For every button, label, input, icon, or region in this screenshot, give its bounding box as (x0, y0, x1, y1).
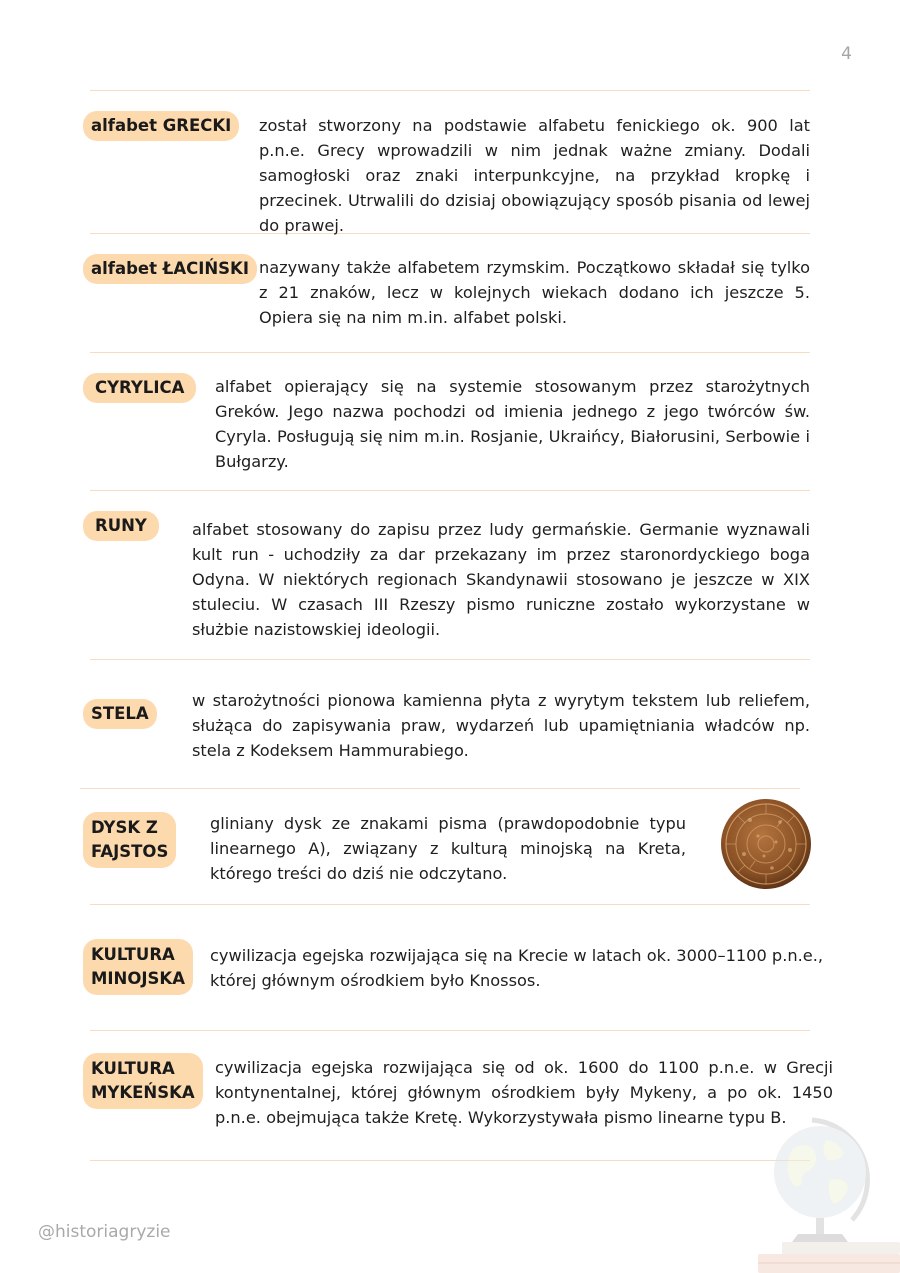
term-label-line: KULTURA (91, 1059, 175, 1078)
description-line: której głównym ośrodkiem było Knossos. (210, 971, 541, 990)
footer-handle: @historiagryzie (38, 1222, 171, 1242)
page-number: 4 (841, 44, 852, 64)
term-description-alfabet-lacinski: nazywany także alfabetem rzymskim. Początkowo składał się tylko z 21 znaków, lecz w kolejnych wiekach dodano ich jeszcze 5. Opiera się na nim m.in. alfabet polski. (259, 258, 810, 327)
term-description-kultura-mykenska: cywilizacja egejska rozwijająca się od ok. 1600 do 1100 p.n.e. w Grecji kontynentalnej, której głównym ośrodkiem były Mykeny, a po ok. 1450 p.n.e. obejmująca także Kretę. Wykorzystywała pismo linearne typu B. (215, 1058, 833, 1127)
term-label-line: MINOJSKA (91, 969, 185, 988)
description-line: cywilizacja egejska rozwijająca się na Krecie w latach ok. 3000–1100 p.n.e., (210, 946, 823, 965)
term-label-line: KULTURA (91, 945, 175, 964)
divider (90, 352, 810, 353)
term-label-dysk-z-fajstos (83, 812, 176, 868)
phaistos-disc-image (720, 798, 812, 890)
term-description-dysk-z-fajstos: gliniany dysk ze znakami pisma (prawdopodobnie typu linearnego A), związany z kulturą minojską na Kreta, którego treści do dziś nie odczytano. (210, 814, 686, 883)
divider (90, 90, 810, 91)
term-label-stela: STELA (83, 699, 157, 729)
term-description-kultura-minojska (210, 943, 850, 993)
term-label-line: FAJSTOS (91, 842, 169, 861)
divider (90, 1030, 810, 1031)
divider (90, 490, 810, 491)
term-label-line: DYSK Z (91, 818, 158, 837)
divider (80, 788, 800, 789)
term-label-alfabet-grecki: alfabet GRECKI (83, 111, 239, 141)
term-description-cyrylica: alfabet opierający się na systemie stosowanym przez starożytnych Greków. Jego nazwa pochodzi od imienia jednego z jego twórców św. Cyryla. Posługują się nim m.in. Rosjanie, Ukraińcy, Białorusini, Serbowie i Bułgarzy. (215, 377, 810, 471)
term-description-stela: w starożytności pionowa kamienna płyta z wyrytym tekstem lub reliefem, służąca do zapisywania praw, wydarzeń lub upamiętniania władców np. stela z Kodeksem Hammurabiego. (192, 691, 810, 760)
divider (90, 1160, 810, 1161)
term-description-runy: alfabet stosowany do zapisu przez ludy germańskie. Germanie wyznawali kult run - uchodziły za dar przekazany im przez staronordyckiego boga Odyna. W niektórych regionach Skandynawii stosowano je jeszcze w XIX stuleciu. W czasach III Rzeszy pismo runiczne zostało wykorzystane w służbie nazistowskiej ideologii. (192, 520, 810, 639)
term-label-kultura-mykenska (83, 1053, 203, 1109)
term-label-alfabet-lacinski: alfabet ŁACIŃSKI (83, 254, 257, 284)
term-description-alfabet-grecki: został stworzony na podstawie alfabetu fenickiego ok. 900 lat p.n.e. Grecy wprowadzili w nim jednak ważne zmiany. Dodali samogłoski oraz znaki interpunkcyjne, na przykład kropkę i przecinek. Utrwalili do dzisiaj obowiązujący sposób pisania od lewej do prawej. (259, 116, 810, 235)
globe-and-books-icon (752, 1100, 900, 1273)
divider (90, 904, 810, 905)
term-label-kultura-minojska (83, 939, 193, 995)
divider (90, 659, 810, 660)
term-label-cyrylica: CYRYLICA (83, 373, 196, 403)
term-label-runy: RUNY (83, 511, 159, 541)
term-label-line: MYKEŃSKA (91, 1083, 195, 1102)
